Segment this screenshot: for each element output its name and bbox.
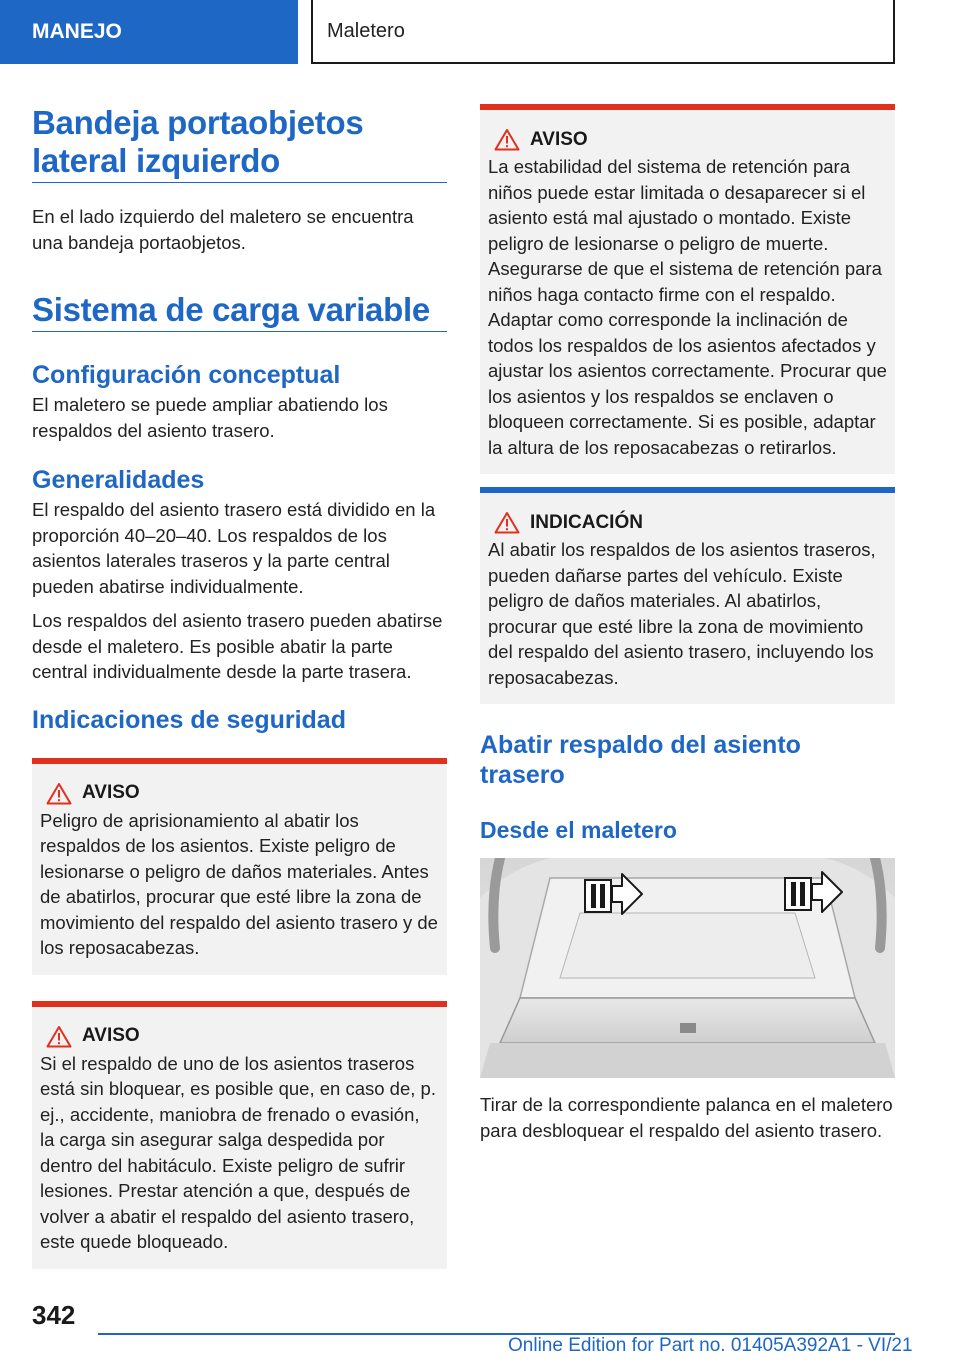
paragraph-tray: En el lado izquierdo del maletero se encuentra una bandeja portaobjetos. — [32, 206, 414, 253]
heading-concept: Configuración conceptual — [32, 361, 341, 389]
heading-fold-backrest: Abatir respaldo del asiento trasero — [480, 731, 801, 789]
warning-triangle-icon — [494, 511, 520, 534]
right-column — [480, 104, 895, 1143]
section-tab — [0, 0, 298, 64]
warning-title: AVISO — [82, 782, 140, 803]
warning-triangle-icon — [46, 782, 72, 805]
warning-box-2 — [32, 1001, 447, 1269]
note-title: INDICACIÓN — [530, 511, 643, 533]
chapter-label: Maletero — [327, 19, 405, 42]
warning-text: Si el respaldo de uno de los asientos traseros está sin bloquear, es posible que, en caso de, p. ej., accidente, maniobra de frenado o evasión, la carga sin asegurar salga despedida por dentro del habitáculo. Existe peligro de sufrir lesiones. Prestar atención a que, después de volver a abatir el respaldo del asiento trasero, este quede bloqueado. — [40, 1052, 436, 1252]
warning-text: La estabilidad del sistema de retención para niños puede estar limitada o desaparecer si el asiento está mal ajustado o montado. Existe peligro de lesionarse o peligro de muerte. Asegurarse de que el sistema de retención para niños haga contacto firme con el respaldo. Adaptar como corresponde la inclinación de todos los respaldos de los asientos afectados y ajustar los asientos correctamente. Procurar que los asientos y los respaldos se enclaven o bloqueen correctamente. Si es posible, adaptar la altura de los reposacabezas o retirarlos. — [488, 156, 887, 458]
warning-box-3 — [480, 104, 895, 474]
footer-edition: Online Edition for Part no. 01405A392A1 - VI/21 — [508, 1335, 913, 1356]
chapter-header — [311, 0, 895, 64]
paragraph-concept: El maletero se puede ampliar abatiendo los respaldos del asiento trasero. — [32, 394, 388, 441]
trunk-illustration — [480, 858, 895, 1078]
heading-safety: Indicaciones de seguridad — [32, 705, 346, 734]
warning-title: AVISO — [82, 1025, 140, 1046]
warning-triangle-icon — [46, 1025, 72, 1048]
warning-triangle-icon — [494, 128, 520, 151]
heading-variable-load: Sistema de carga variable — [32, 291, 447, 332]
paragraph-instruction: Tirar de la correspondiente palanca en el maletero para desbloquear el respaldo del asiento trasero. — [480, 1094, 893, 1141]
left-column — [32, 104, 447, 1269]
paragraph-general-1: El respaldo del asiento trasero está dividido en la proporción 40–20–40. Los respaldos de los asientos laterales traseros y la parte central pueden abatirse individualmente. — [32, 499, 436, 597]
warning-box-1 — [32, 758, 447, 975]
section-label: MANEJO — [32, 20, 122, 43]
heading-from-trunk: Desde el maletero — [480, 817, 677, 843]
warning-title: AVISO — [530, 128, 588, 150]
paragraph-general-2: Los respaldos del asiento trasero pueden abatirse desde el maletero. Es posible abatir la parte central individualmente desde la parte trasera. — [32, 610, 443, 682]
page-number: 342 — [32, 1300, 76, 1330]
warning-text: Peligro de aprisionamiento al abatir los respaldos de los asientos. Existe peligro de lesionarse o peligro de daños materiales. Antes de abatirlos, procurar que esté libre la zona de movimiento del respaldo del asiento trasero y de los reposacabezas. — [40, 809, 438, 958]
note-text: Al abatir los respaldos de los asientos traseros, pueden dañarse partes del vehículo. Existe peligro de daños materiales. Al abatirlos, procurar que esté libre la zona de movimiento del respaldo del asiento trasero, incluyendo los reposacabezas. — [488, 539, 876, 688]
heading-storage-tray: Bandeja portaobjetos lateral izquierdo — [32, 104, 447, 183]
note-box — [480, 487, 895, 704]
heading-general: Generalidades — [32, 466, 205, 494]
